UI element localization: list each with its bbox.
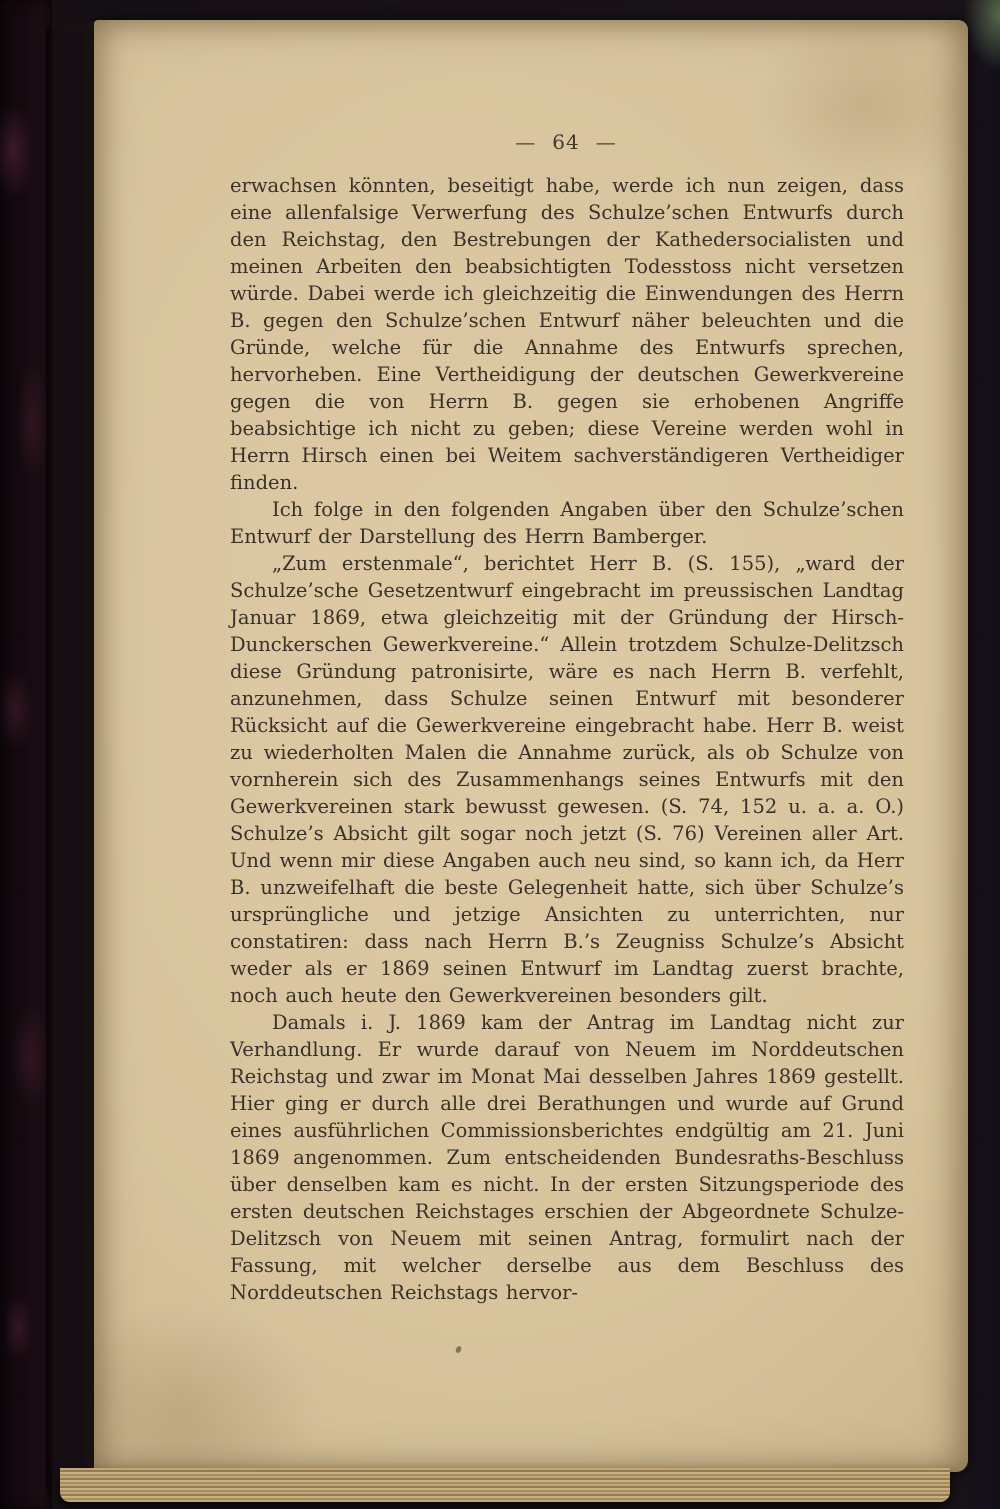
paragraph: erwachsen könnten, beseitigt habe, werde ich nun zeigen, dass eine allenfalsige Verwerfung des Schulze’schen Entwurfs durch den Reichstag, den Bestrebungen der Kathedersocialisten und meinen Arbeiten den beabsichtigten Todesstoss nicht versetzen würde. Dabei werde ich gleichzeitig die Einwendungen des Herrn B. gegen den Schulze’schen Entwurf näher beleuchten und die Gründe, welche für die Annahme des Entwurfs sprechen, hervorheben. Eine Vertheidigung der deutschen Gewerkvereine gegen die von Herrn B. gegen sie erhobenen Angriffe beabsichtige ich nicht zu geben; diese Vereine werden wohl in Herrn Hirsch einen bei Weitem sachverständigeren Vertheidiger finden. [230,174,904,494]
paragraph: „Zum erstenmale“, berichtet Herr B. (S. 155), „ward der Schulze’sche Gesetzentwurf eingebracht im preussischen Landtag Januar 1869, etwa gleichzeitig mit der Gründung der Hirsch-Dunckerschen Gewerkvereine.“ Allein trotzdem Schulze-Delitzsch diese Gründung patronisirte, wäre es nach Herrn B. verfehlt, anzunehmen, dass Schulze seinen Entwurf mit besonderer Rücksicht auf die Gewerkvereine eingebracht habe. Herr B. weist zu wiederholten Malen die Annahme zurück, als ob Schulze von vornherein sich des Zusammenhangs seines Entwurfs mit den Gewerkvereinen stark bewusst gewesen. (S. 74, 152 u. a. a. O.) Schulze’s Absicht gilt sogar noch jetzt (S. 76) Vereinen aller Art. Und wenn mir diese Angaben auch neu sind, so kann ich, da Herr B. unzweifelhaft die beste Gelegenheit hatte, sich über Schulze’s ursprüngliche und jetzige Ansichten zu unterrichten, nur constatiren: dass nach Herrn B.’s Zeugniss Schulze’s Absicht weder als er 1869 seinen Entwurf im Landtag zuerst brachte, noch auch heute den Gewerkvereinen besonders gilt. [230,552,904,1007]
page-text-block [230,172,904,1306]
background-corner [964,0,1000,70]
paragraph: Ich folge in den folgenden Angaben über den Schulze’schen Entwurf der Darstellung des Herrn Bamberger. [230,498,904,548]
book-cover-spine [0,0,52,1509]
ink-speck [455,1345,462,1353]
page-fore-edges-left [46,22,98,1500]
book-page [94,20,968,1472]
paragraph: Damals i. J. 1869 kam der Antrag im Landtag nicht zur Verhandlung. Er wurde darauf von Neuem im Norddeutschen Reichstag und zwar im Monat Mai desselben Jahres 1869 gestellt. Hier ging er durch alle drei Berathungen und wurde auf Grund eines ausführlichen Commissionsberichtes endgültig am 21. Juni 1869 angenommen. Zum entscheidenden Bundesraths-Beschluss über denselben kam es nicht. In der ersten Sitzungsperiode des ersten deutschen Reichstages erschien der Abgeordnete Schulze-Delitzsch von Neuem mit seinen Antrag, formulirt nach der Fassung, mit welcher derselbe aus dem Beschluss des Norddeutschen Reichstags hervor- [230,1011,904,1304]
page-number [230,130,902,154]
page-header-dash-left: — [515,130,537,154]
page-header-dash-right: — [595,130,617,154]
page-number-value: 64 [552,130,580,154]
page-fore-edges-bottom [60,1468,950,1502]
